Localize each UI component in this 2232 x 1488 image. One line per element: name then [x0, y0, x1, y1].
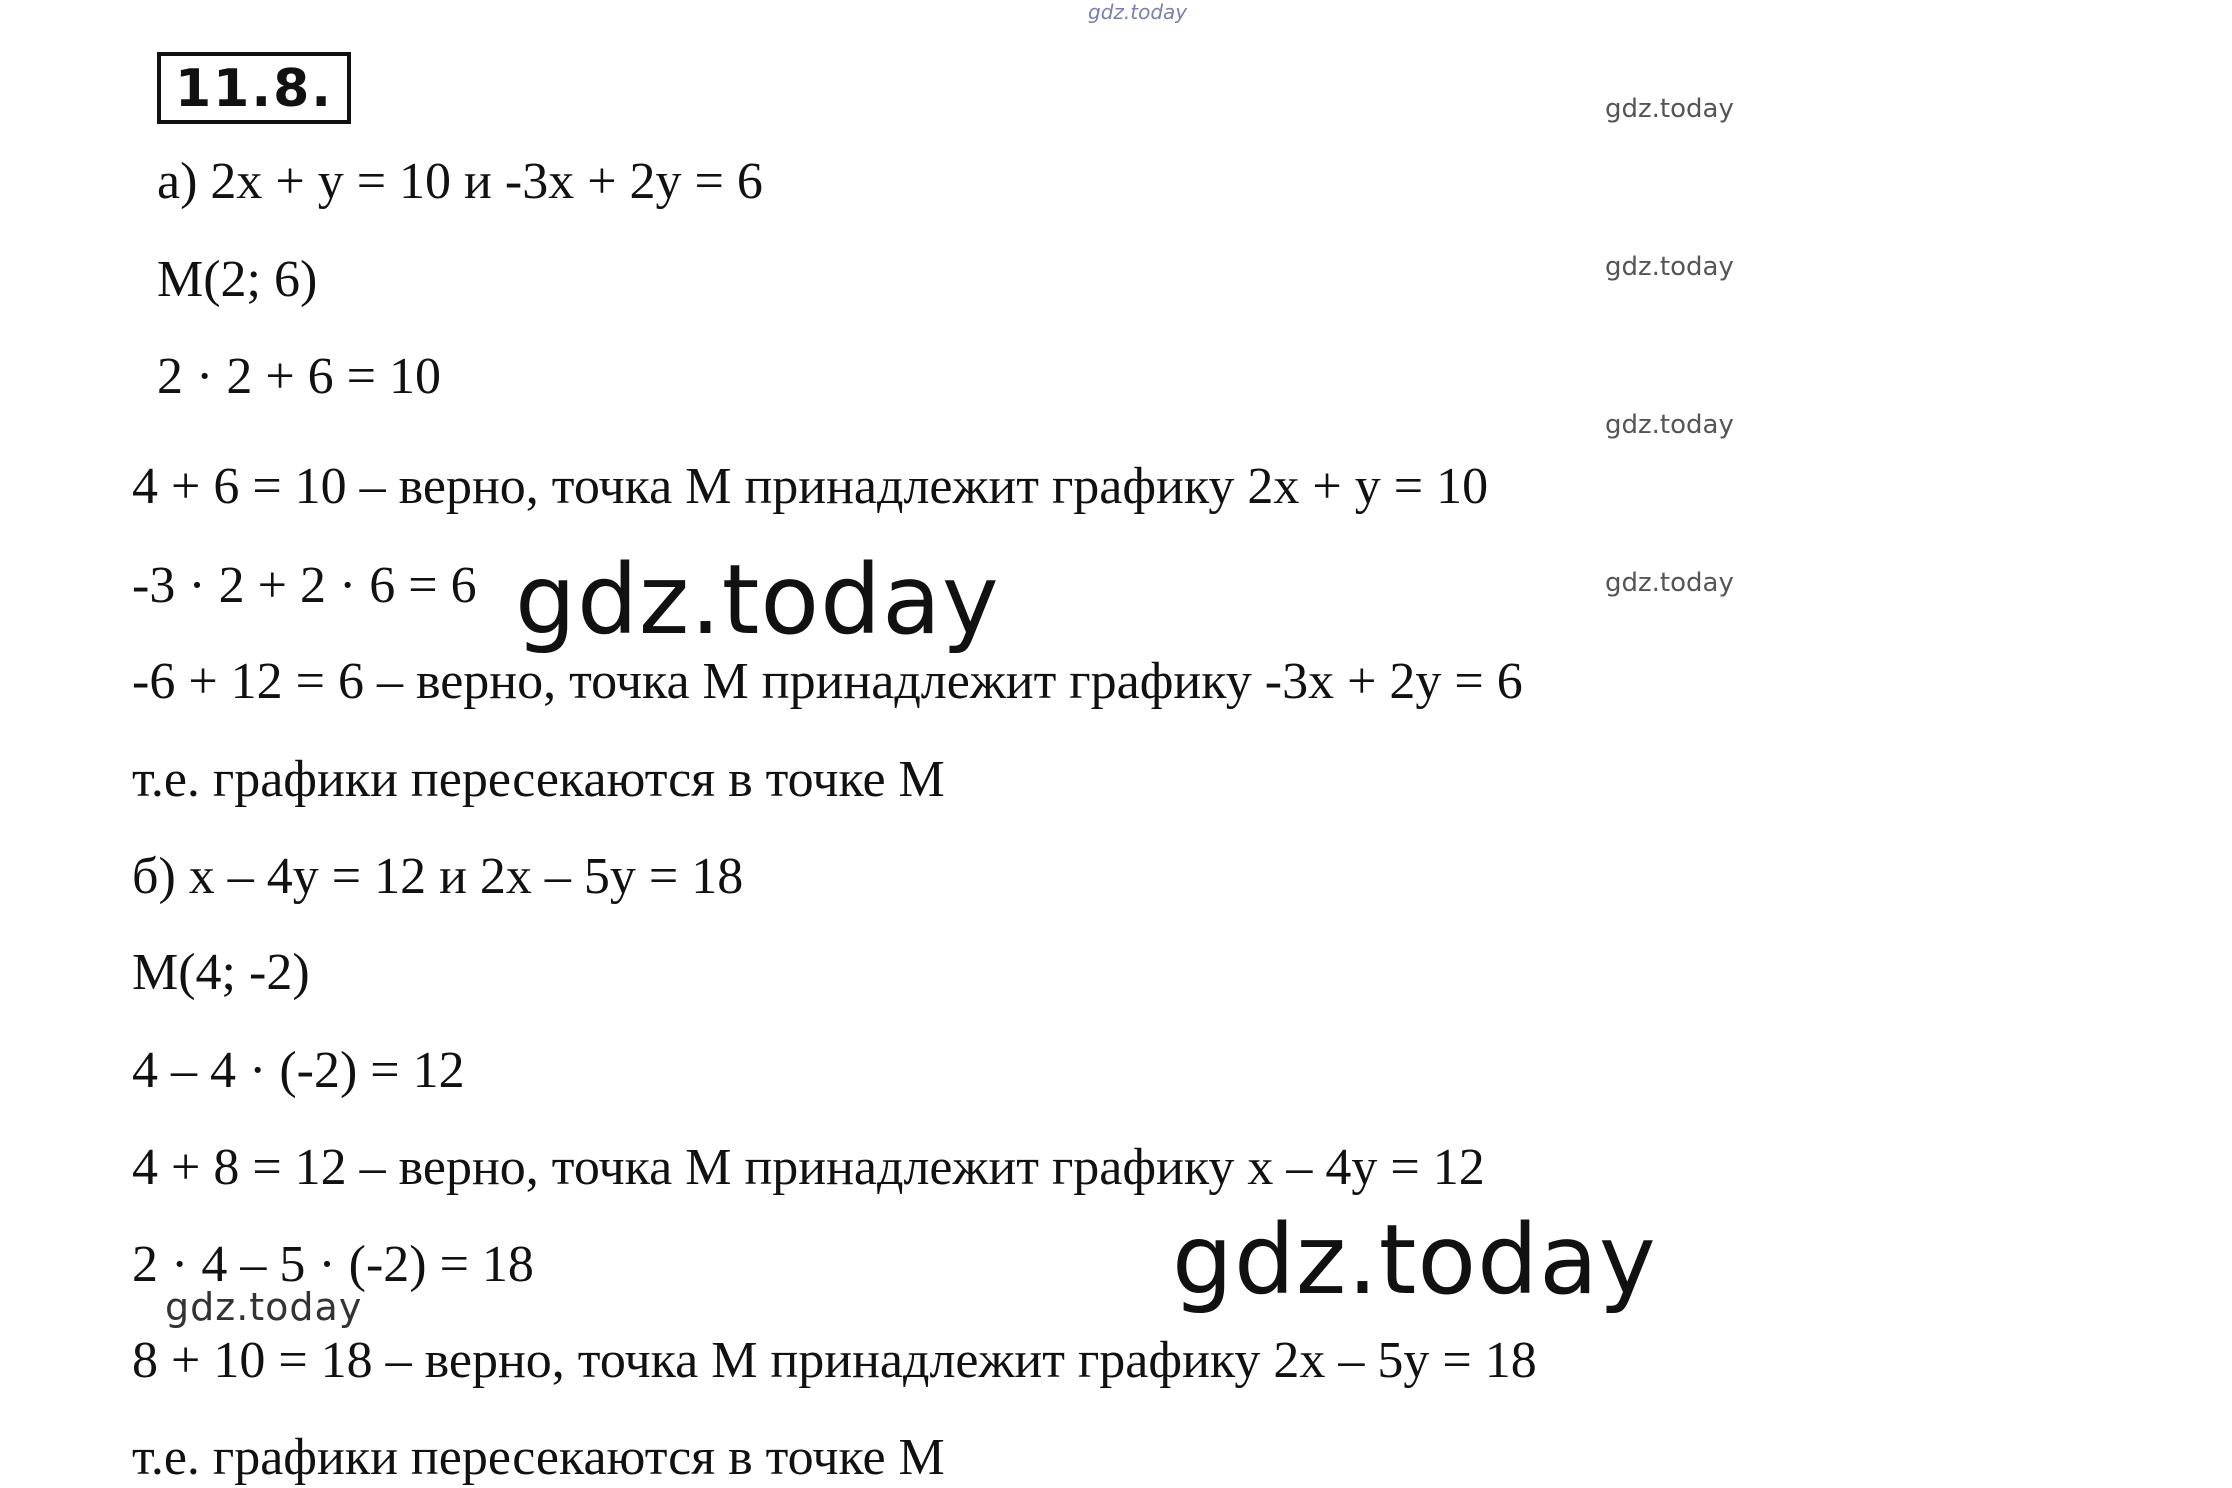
solution-line: 4 + 6 = 10 – верно, точка М принадлежит графику 2х + у = 10: [132, 458, 1489, 515]
solution-line: а) 2х + у = 10 и -3х + 2у = 6: [157, 153, 763, 210]
watermark-large: gdz.today: [1172, 1204, 1657, 1316]
watermark-side: gdz.today: [1605, 568, 1734, 598]
solution-line: т.е. графики пересекаются в точке М: [132, 1429, 945, 1486]
solution-line: т.е. графики пересекаются в точке М: [132, 751, 945, 808]
solution-line: М(4; -2): [132, 944, 310, 1001]
solution-line: -6 + 12 = 6 – верно, точка М принадлежит графику -3х + 2у = 6: [132, 653, 1523, 710]
watermark-side: gdz.today: [1605, 410, 1734, 440]
problem-number: 11.8.: [157, 52, 351, 124]
watermark-side: gdz.today: [1605, 94, 1734, 124]
watermark-small-left: gdz.today: [165, 1285, 363, 1329]
solution-line: 4 + 8 = 12 – верно, точка М принадлежит графику х – 4у = 12: [132, 1139, 1485, 1196]
solution-line: 2 · 4 – 5 · (-2) = 18: [132, 1236, 534, 1293]
solution-line: 2 · 2 + 6 = 10: [157, 348, 441, 405]
solution-line: М(2; 6): [157, 251, 318, 308]
solution-line: б) х – 4у = 12 и 2х – 5у = 18: [132, 848, 744, 905]
solution-line: -3 · 2 + 2 · 6 = 6: [132, 557, 477, 614]
watermark-side: gdz.today: [1605, 252, 1734, 282]
watermark-top: gdz.today: [1088, 0, 1188, 24]
solution-line: 4 – 4 · (-2) = 12: [132, 1042, 465, 1099]
watermark-large: gdz.today: [515, 544, 1000, 656]
solution-line: 8 + 10 = 18 – верно, точка М принадлежит графику 2х – 5у = 18: [132, 1332, 1537, 1389]
